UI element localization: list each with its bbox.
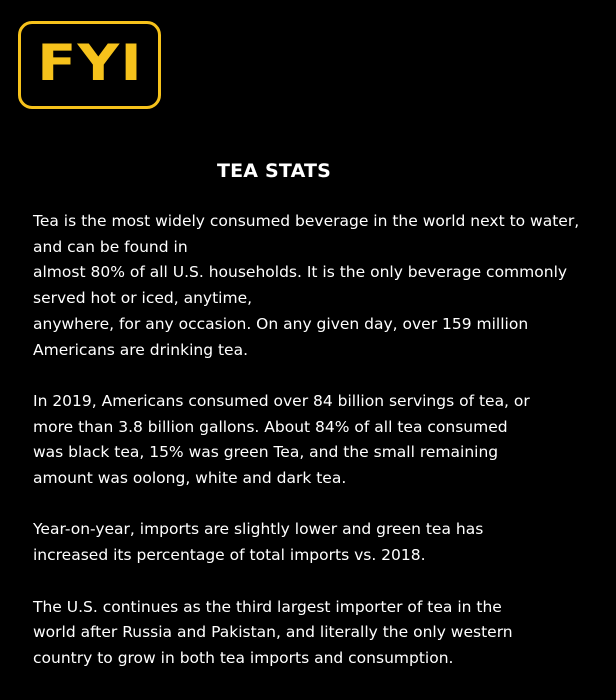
article-body	[33, 209, 598, 697]
text-line: Tea is the most widely consumed beverage in the world next to water,	[33, 212, 580, 230]
logo-text: FYI	[36, 34, 143, 92]
text-line: amount was oolong, white and dark tea.	[33, 469, 347, 488]
paragraph-importer-rank	[33, 595, 598, 672]
paragraph-consumption	[33, 389, 598, 492]
fyi-logo	[18, 21, 161, 109]
text-line: almost 80% of all U.S. households. It is the only beverage commonly	[33, 263, 568, 282]
text-line: anywhere, for any occasion. On any given day, over 159 million	[33, 314, 529, 333]
text-line: The U.S. continues as the third largest importer of tea in the	[33, 597, 502, 616]
text-line: Americans are drinking tea.	[33, 340, 249, 359]
text-line: increased its percentage of total imports vs. 2018.	[33, 546, 426, 565]
text-line: Year-on-year, imports are slightly lower and green tea has	[33, 520, 484, 539]
text-line: and can be found in	[33, 237, 188, 256]
text-line: world after Russia and Pakistan, and literally the only western	[33, 623, 513, 642]
paragraph-intro	[33, 209, 598, 363]
text-line: served hot or iced, anytime,	[33, 289, 253, 308]
text-line: more than 3.8 billion gallons. About 84% of all tea consumed	[33, 417, 508, 436]
text-line: In 2019, Americans consumed over 84 billion servings of tea, or	[33, 391, 530, 410]
page-title: TEA STATS	[216, 160, 332, 182]
text-line: was black tea, 15% was green Tea, and the small remaining	[33, 443, 499, 462]
text-line: country to grow in both tea imports and consumption.	[33, 648, 454, 667]
paragraph-imports	[33, 517, 598, 568]
